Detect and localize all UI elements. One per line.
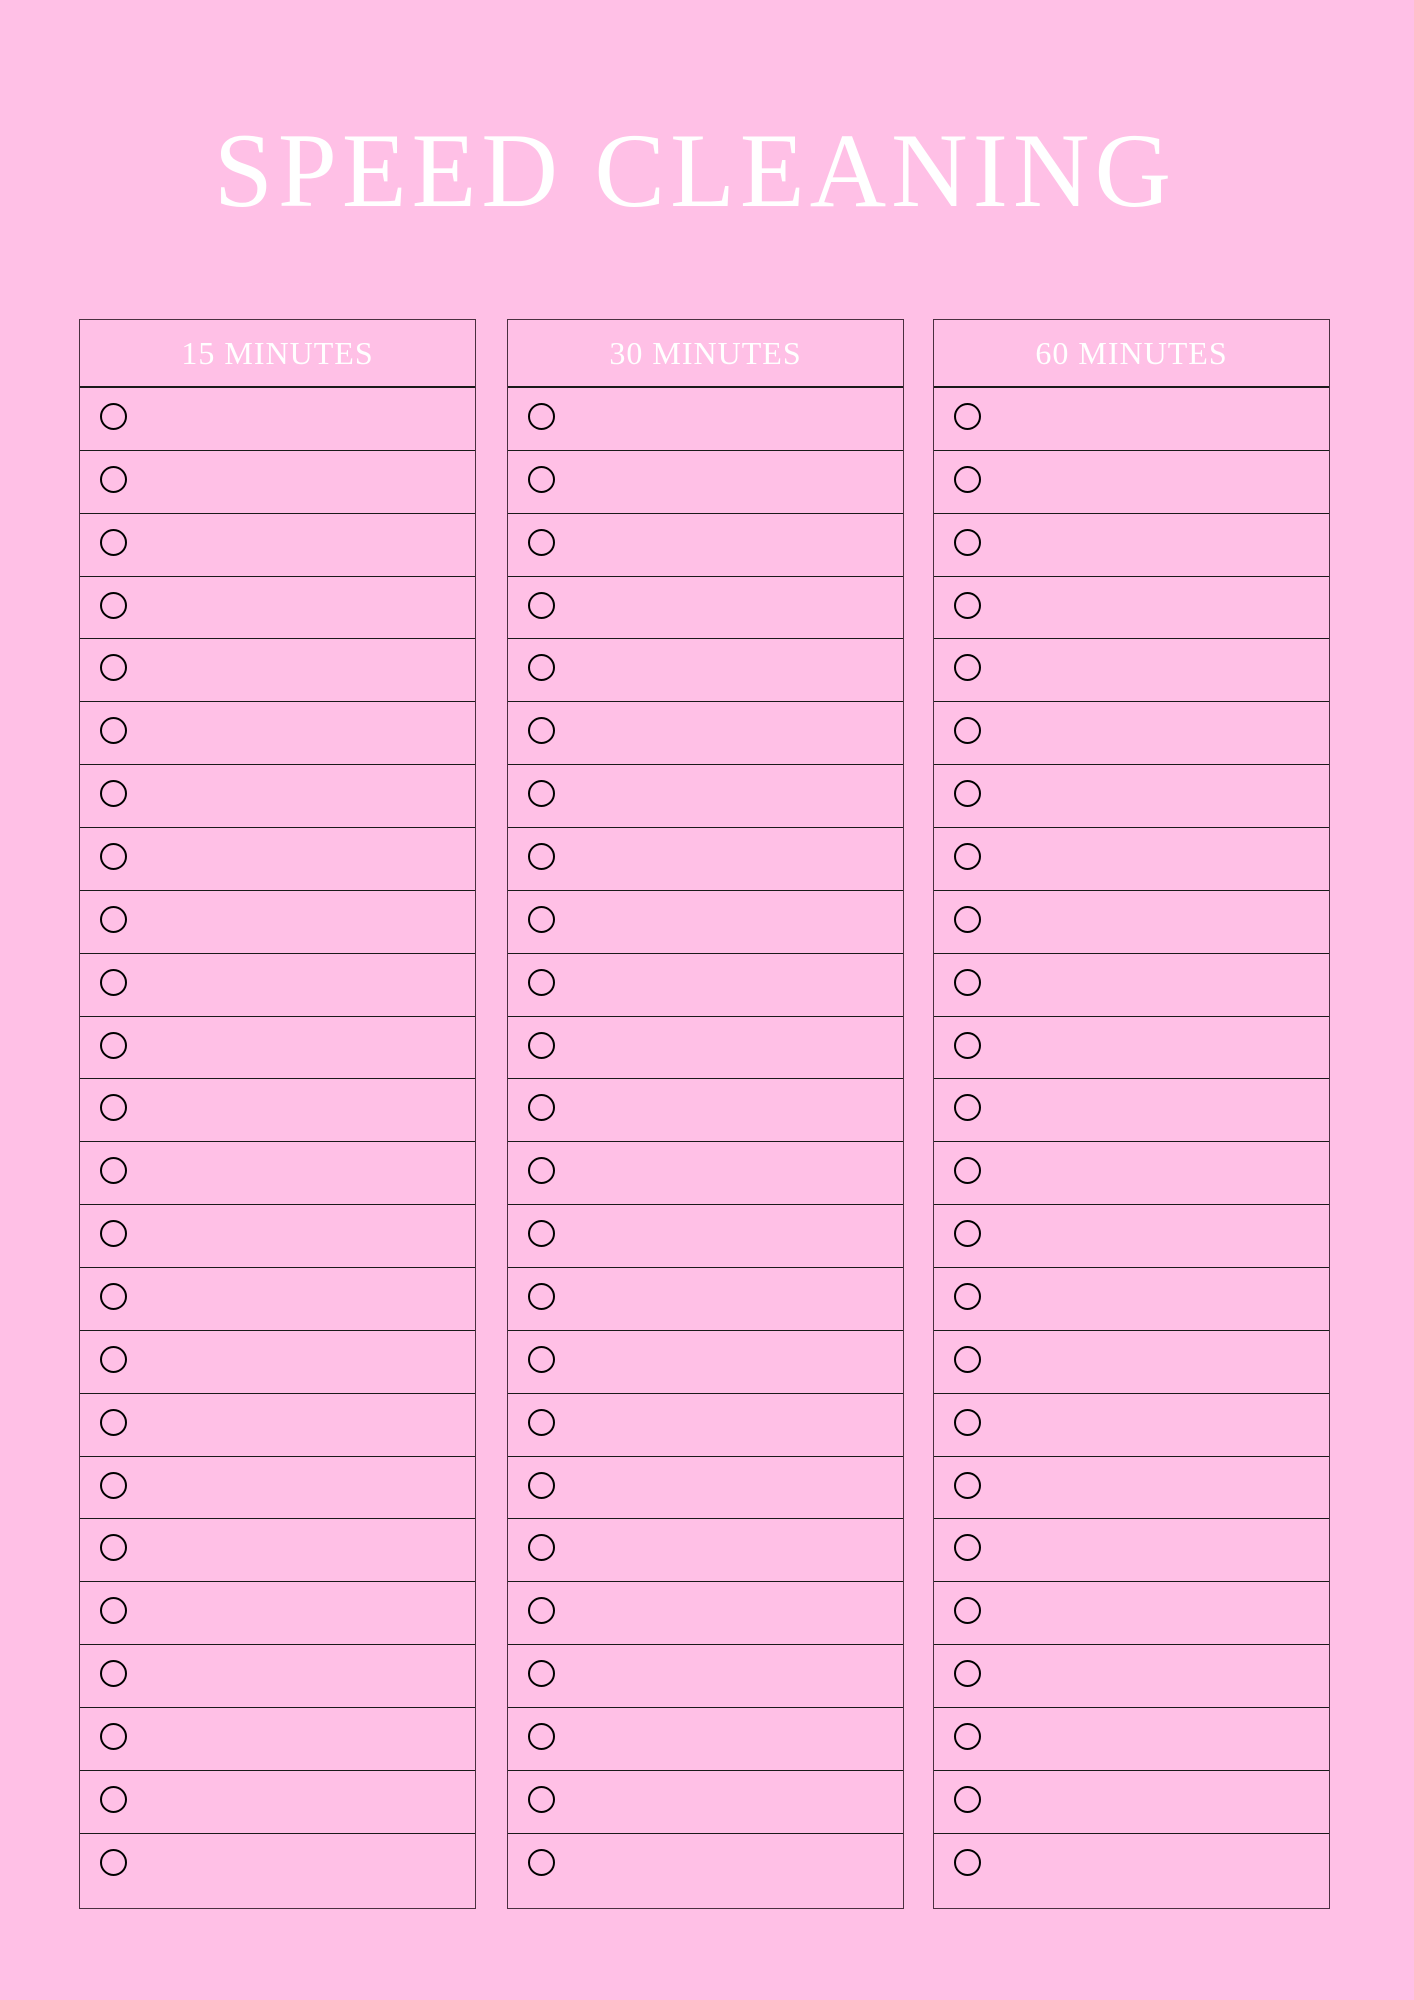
- checkbox-circle-icon[interactable]: [954, 717, 981, 744]
- checkbox-circle-icon[interactable]: [528, 1346, 555, 1373]
- checkbox-circle-icon[interactable]: [100, 1220, 127, 1247]
- checkbox-circle-icon[interactable]: [100, 1409, 127, 1436]
- checklist-row[interactable]: [80, 1268, 475, 1331]
- checklist-row[interactable]: [80, 1331, 475, 1394]
- checklist-row[interactable]: [508, 1708, 903, 1771]
- checklist-row[interactable]: [934, 891, 1329, 954]
- checkbox-circle-icon[interactable]: [528, 1472, 555, 1499]
- checklist-row[interactable]: [80, 1142, 475, 1205]
- checklist-row[interactable]: [934, 1582, 1329, 1645]
- checklist-row[interactable]: [934, 954, 1329, 1017]
- checkbox-circle-icon[interactable]: [528, 592, 555, 619]
- checklist-row[interactable]: [508, 1645, 903, 1708]
- checklist-row[interactable]: [80, 1582, 475, 1645]
- checklist-row[interactable]: [934, 828, 1329, 891]
- checklist-row[interactable]: [934, 1205, 1329, 1268]
- checkbox-circle-icon[interactable]: [100, 466, 127, 493]
- checklist-row[interactable]: [508, 1771, 903, 1834]
- checklist-row[interactable]: [934, 451, 1329, 514]
- checkbox-circle-icon[interactable]: [100, 1786, 127, 1813]
- checklist-row[interactable]: [508, 1582, 903, 1645]
- checkbox-circle-icon[interactable]: [528, 466, 555, 493]
- checklist-row[interactable]: [934, 1017, 1329, 1080]
- checklist-row[interactable]: [934, 1142, 1329, 1205]
- checkbox-circle-icon[interactable]: [100, 1849, 127, 1876]
- checklist-row[interactable]: [508, 1268, 903, 1331]
- checkbox-circle-icon[interactable]: [528, 1723, 555, 1750]
- checkbox-circle-icon[interactable]: [528, 906, 555, 933]
- checkbox-circle-icon[interactable]: [528, 843, 555, 870]
- checkbox-circle-icon[interactable]: [954, 1032, 981, 1059]
- checkbox-circle-icon[interactable]: [954, 592, 981, 619]
- checklist-row[interactable]: [80, 828, 475, 891]
- checklist-column-15-minutes: [79, 319, 476, 1909]
- checklist-row[interactable]: [934, 388, 1329, 451]
- checkbox-circle-icon[interactable]: [100, 1283, 127, 1310]
- checklist-row[interactable]: [934, 577, 1329, 640]
- checklist-row[interactable]: [934, 514, 1329, 577]
- checkbox-circle-icon[interactable]: [954, 843, 981, 870]
- checkbox-circle-icon[interactable]: [528, 1094, 555, 1121]
- checkbox-circle-icon[interactable]: [528, 1849, 555, 1876]
- checkbox-circle-icon[interactable]: [528, 1786, 555, 1813]
- checkbox-circle-icon[interactable]: [954, 529, 981, 556]
- checklist-row[interactable]: [80, 451, 475, 514]
- checklist-row[interactable]: [80, 1834, 475, 1908]
- checklist-row[interactable]: [80, 639, 475, 702]
- checkbox-circle-icon[interactable]: [100, 843, 127, 870]
- checkbox-circle-icon[interactable]: [954, 1220, 981, 1247]
- checklist-row[interactable]: [934, 1645, 1329, 1708]
- checkbox-circle-icon[interactable]: [528, 717, 555, 744]
- checkbox-circle-icon[interactable]: [528, 1534, 555, 1561]
- checkbox-circle-icon[interactable]: [954, 1534, 981, 1561]
- checkbox-circle-icon[interactable]: [528, 654, 555, 681]
- checklist-row[interactable]: [934, 1771, 1329, 1834]
- checklist-row[interactable]: [80, 702, 475, 765]
- checklist-row[interactable]: [80, 1645, 475, 1708]
- checkbox-circle-icon[interactable]: [954, 969, 981, 996]
- checkbox-circle-icon[interactable]: [954, 780, 981, 807]
- checkbox-circle-icon[interactable]: [100, 1346, 127, 1373]
- checkbox-circle-icon[interactable]: [528, 1157, 555, 1184]
- checklist-row[interactable]: [80, 765, 475, 828]
- checklist-row[interactable]: [508, 1079, 903, 1142]
- checklist-row[interactable]: [508, 1457, 903, 1520]
- checkbox-circle-icon[interactable]: [954, 906, 981, 933]
- checkbox-circle-icon[interactable]: [954, 654, 981, 681]
- checkbox-circle-icon[interactable]: [528, 1220, 555, 1247]
- checklist-row[interactable]: [508, 1331, 903, 1394]
- checklist-row[interactable]: [508, 891, 903, 954]
- checklist-row[interactable]: [508, 1394, 903, 1457]
- checklist-row[interactable]: [508, 514, 903, 577]
- checklist-row[interactable]: [80, 388, 475, 451]
- checklist-row[interactable]: [934, 702, 1329, 765]
- checkbox-circle-icon[interactable]: [100, 1597, 127, 1624]
- checkbox-circle-icon[interactable]: [100, 1660, 127, 1687]
- checklist-row[interactable]: [934, 1394, 1329, 1457]
- checklist-row[interactable]: [80, 1394, 475, 1457]
- checklist-column-60-minutes: [933, 319, 1330, 1909]
- checklist-row[interactable]: [508, 451, 903, 514]
- column-header: 15 MINUTES: [80, 320, 475, 388]
- checkbox-circle-icon[interactable]: [100, 1157, 127, 1184]
- checklist-row[interactable]: [934, 1268, 1329, 1331]
- checkbox-circle-icon[interactable]: [100, 1094, 127, 1121]
- checkbox-circle-icon[interactable]: [954, 1723, 981, 1750]
- checkbox-circle-icon[interactable]: [528, 529, 555, 556]
- checkbox-circle-icon[interactable]: [954, 1786, 981, 1813]
- checklist-row[interactable]: [80, 1205, 475, 1268]
- checkbox-circle-icon[interactable]: [954, 1157, 981, 1184]
- checkbox-circle-icon[interactable]: [100, 592, 127, 619]
- checkbox-circle-icon[interactable]: [954, 1472, 981, 1499]
- checklist-row[interactable]: [934, 639, 1329, 702]
- checklist-row[interactable]: [508, 828, 903, 891]
- checkbox-circle-icon[interactable]: [100, 780, 127, 807]
- checkbox-circle-icon[interactable]: [528, 403, 555, 430]
- checklist-row[interactable]: [508, 1017, 903, 1080]
- checklist-row[interactable]: [80, 577, 475, 640]
- checklist-row[interactable]: [80, 891, 475, 954]
- checkbox-circle-icon[interactable]: [954, 1094, 981, 1121]
- checkbox-circle-icon[interactable]: [100, 403, 127, 430]
- checklist-row[interactable]: [80, 514, 475, 577]
- checkbox-circle-icon[interactable]: [528, 969, 555, 996]
- checkbox-circle-icon[interactable]: [100, 717, 127, 744]
- checklist-row[interactable]: [934, 765, 1329, 828]
- checkbox-circle-icon[interactable]: [954, 1597, 981, 1624]
- checklist-row[interactable]: [508, 1205, 903, 1268]
- checkbox-circle-icon[interactable]: [100, 1723, 127, 1750]
- checkbox-circle-icon[interactable]: [100, 529, 127, 556]
- checkbox-circle-icon[interactable]: [100, 1032, 127, 1059]
- checklist-row[interactable]: [934, 1079, 1329, 1142]
- page-title: SPEED CLEANING: [213, 112, 1177, 229]
- checklist-row[interactable]: [80, 1017, 475, 1080]
- checkbox-circle-icon[interactable]: [954, 1660, 981, 1687]
- checkbox-circle-icon[interactable]: [528, 780, 555, 807]
- checkbox-circle-icon[interactable]: [954, 466, 981, 493]
- checklist-row[interactable]: [80, 1519, 475, 1582]
- checklist-row[interactable]: [934, 1331, 1329, 1394]
- column-header: 30 MINUTES: [508, 320, 903, 388]
- checklist-row[interactable]: [80, 1457, 475, 1520]
- checklist-row[interactable]: [80, 954, 475, 1017]
- checklist-row[interactable]: [80, 1079, 475, 1142]
- checkbox-circle-icon[interactable]: [954, 1346, 981, 1373]
- checklist-row[interactable]: [80, 1708, 475, 1771]
- checkbox-circle-icon[interactable]: [100, 1534, 127, 1561]
- checkbox-circle-icon[interactable]: [100, 969, 127, 996]
- column-header: 60 MINUTES: [934, 320, 1329, 388]
- checkbox-circle-icon[interactable]: [100, 906, 127, 933]
- checklist-row[interactable]: [934, 1457, 1329, 1520]
- checklist-row[interactable]: [508, 1834, 903, 1908]
- checklist-row[interactable]: [508, 388, 903, 451]
- checkbox-circle-icon[interactable]: [954, 1283, 981, 1310]
- checklist-row[interactable]: [934, 1708, 1329, 1771]
- checkbox-circle-icon[interactable]: [528, 1597, 555, 1624]
- checkbox-circle-icon[interactable]: [528, 1032, 555, 1059]
- checkbox-circle-icon[interactable]: [528, 1660, 555, 1687]
- checkbox-circle-icon[interactable]: [528, 1283, 555, 1310]
- checklist-row[interactable]: [508, 1519, 903, 1582]
- checklist-row[interactable]: [508, 954, 903, 1017]
- checklist-row[interactable]: [508, 702, 903, 765]
- checklist-row[interactable]: [508, 577, 903, 640]
- checklist-row[interactable]: [508, 765, 903, 828]
- checkbox-circle-icon[interactable]: [954, 403, 981, 430]
- checkbox-circle-icon[interactable]: [100, 654, 127, 681]
- checkbox-circle-icon[interactable]: [528, 1409, 555, 1436]
- checklist-row[interactable]: [508, 1142, 903, 1205]
- checklist-column-30-minutes: [507, 319, 904, 1909]
- checklist-row[interactable]: [934, 1519, 1329, 1582]
- checkbox-circle-icon[interactable]: [954, 1849, 981, 1876]
- checklist-row[interactable]: [80, 1771, 475, 1834]
- checkbox-circle-icon[interactable]: [100, 1472, 127, 1499]
- checklist-row[interactable]: [508, 639, 903, 702]
- checklist-row[interactable]: [934, 1834, 1329, 1908]
- checkbox-circle-icon[interactable]: [954, 1409, 981, 1436]
